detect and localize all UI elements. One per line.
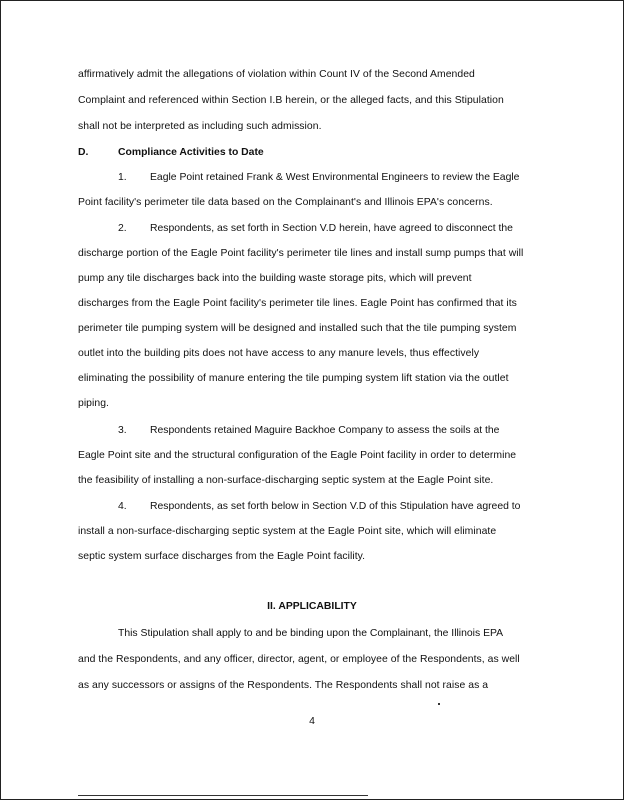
body-text-line: the feasibility of installing a non-surface-discharging septic system at the Eagle Point site.: [78, 475, 494, 486]
footer-rule: [78, 795, 368, 796]
body-text-line: Complaint and referenced within Section I.B herein, or the alleged facts, and this Stipulation: [78, 95, 504, 106]
body-text-line: discharges from the Eagle Point facility's perimeter tile lines. Eagle Point has confirmed that its: [78, 298, 517, 309]
body-text-line: and the Respondents, and any officer, director, agent, or employee of the Respondents, as well: [78, 654, 520, 665]
item-number: 2.: [118, 223, 127, 234]
body-text-line: as any successors or assigns of the Respondents. The Respondents shall not raise as a: [78, 680, 489, 691]
section-d-letter: D.: [78, 147, 89, 158]
item-number: 4.: [118, 501, 127, 512]
body-text-line: piping.: [78, 398, 109, 409]
item-first-line: Eagle Point retained Frank & West Environmental Engineers to review the Eagle: [150, 172, 520, 183]
body-text-line: shall not be interpreted as including such admission.: [78, 121, 322, 132]
body-text-line: eliminating the possibility of manure entering the tile pumping system lift station via the outlet: [78, 373, 509, 384]
item-number: 3.: [118, 425, 127, 436]
item-first-line: Respondents, as set forth below in Section V.D of this Stipulation have agreed to: [150, 501, 521, 512]
body-text-line: pump any tile discharges back into the building waste storage pits, which will prevent: [78, 273, 472, 284]
body-text-line: install a non-surface-discharging septic system at the Eagle Point site, which will eliminate: [78, 526, 497, 537]
body-text-line: septic system surface discharges from the Eagle Point facility.: [78, 551, 366, 562]
scan-speck: [438, 703, 440, 705]
body-text-line: affirmatively admit the allegations of violation within Count IV of the Second Amended: [78, 69, 475, 80]
body-text-line: Eagle Point site and the structural configuration of the Eagle Point facility in order to determine: [78, 450, 517, 461]
body-text-line: Point facility's perimeter tile data based on the Complainant's and Illinois EPA's concerns.: [78, 197, 493, 208]
body-text-line: This Stipulation shall apply to and be binding upon the Complainant, the Illinois EPA: [118, 628, 504, 639]
section-heading: II. APPLICABILITY: [267, 601, 357, 612]
section-d-title: Compliance Activities to Date: [118, 147, 264, 158]
item-first-line: Respondents retained Maguire Backhoe Company to assess the soils at the: [150, 425, 500, 436]
body-text-line: perimeter tile pumping system will be designed and installed such that the tile pumping system: [78, 323, 517, 334]
item-number: 1.: [118, 172, 127, 183]
body-text-line: outlet into the building pits does not have access to any manure levels, thus effectively: [78, 348, 480, 359]
item-first-line: Respondents, as set forth in Section V.D herein, have agreed to disconnect the: [150, 223, 513, 234]
page-number: 4: [309, 716, 315, 727]
body-text-line: discharge portion of the Eagle Point facility's perimeter tile lines and install sump pumps that will: [78, 248, 524, 259]
